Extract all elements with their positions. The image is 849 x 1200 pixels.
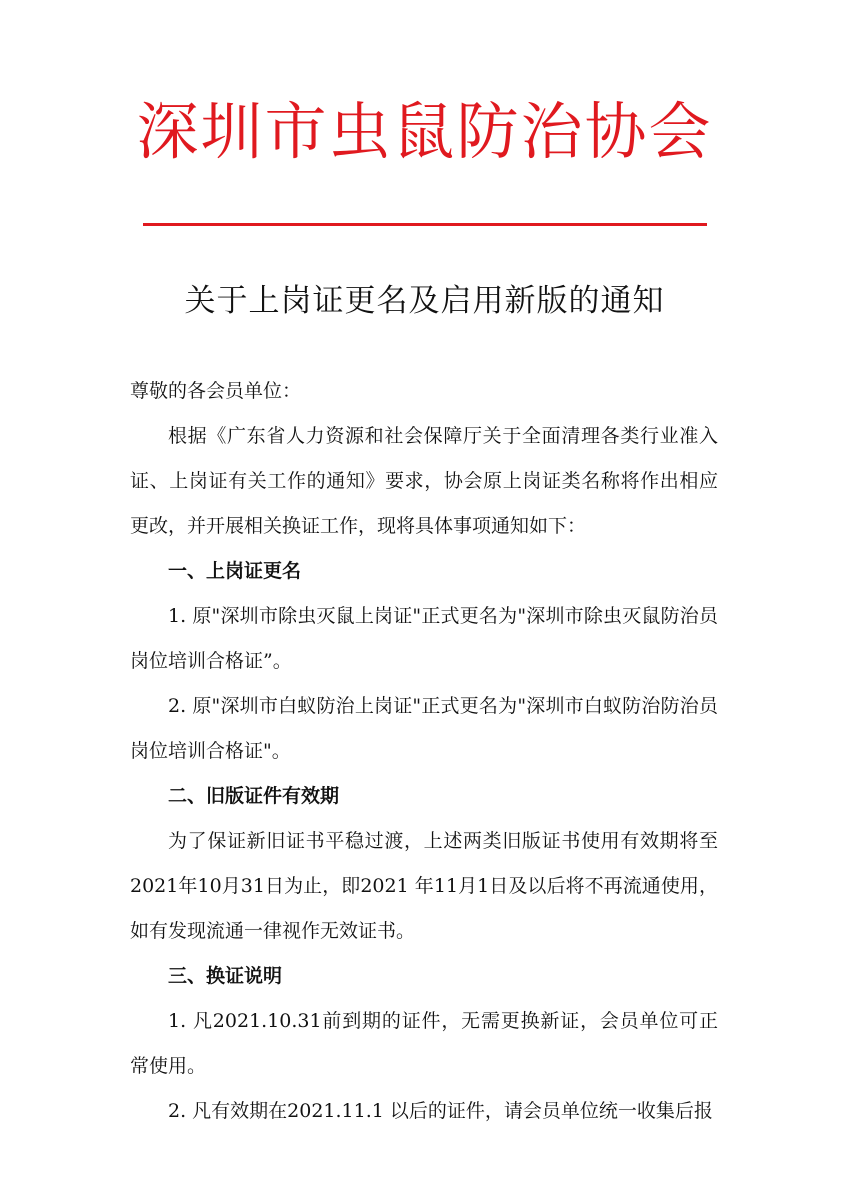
section-paragraph: 为了保证新旧证书平稳过渡，上述两类旧版证书使用有效期将至2021年10月31日为止，即2021 年11月1日及以后将不再流通使用，如有发现流通一律视作无效证书。 — [130, 830, 718, 942]
section-paragraph: 2. 原"深圳市白蚁防治上岗证"正式更名为"深圳市白蚁防治防治员岗位培训合格证"。 — [130, 695, 718, 762]
salutation: 尊敬的各会员单位： — [130, 380, 302, 402]
section-heading-rename: 一、上岗证更名 — [168, 560, 302, 582]
intro-paragraph: 根据《广东省人力资源和社会保障厅关于全面清理各类行业准入证、上岗证有关工作的通知》要求，协会原上岗证类名称将作出相应更改，并开展相关换证工作，现将具体事项通知如下： — [130, 425, 718, 537]
section-heading-exchange: 三、换证说明 — [168, 965, 283, 987]
letterhead-divider — [143, 223, 707, 226]
section-heading-validity: 二、旧版证件有效期 — [168, 785, 340, 807]
notice-title: 关于上岗证更名及启用新版的通知 — [184, 283, 665, 319]
letterhead-org-name: 深圳市虫鼠防治协会 — [136, 95, 713, 168]
section-paragraph: 1. 原"深圳市除虫灭鼠上岗证"正式更名为"深圳市除虫灭鼠防治员岗位培训合格证”。 — [130, 605, 718, 672]
section-paragraph: 1. 凡2021.10.31前到期的证件，无需更换新证，会员单位可正常使用。 — [130, 1010, 718, 1077]
section-paragraph: 2. 凡有效期在2021.11.1 以后的证件，请会员单位统一收集后报 — [168, 1100, 713, 1122]
notice-body — [130, 369, 718, 1134]
